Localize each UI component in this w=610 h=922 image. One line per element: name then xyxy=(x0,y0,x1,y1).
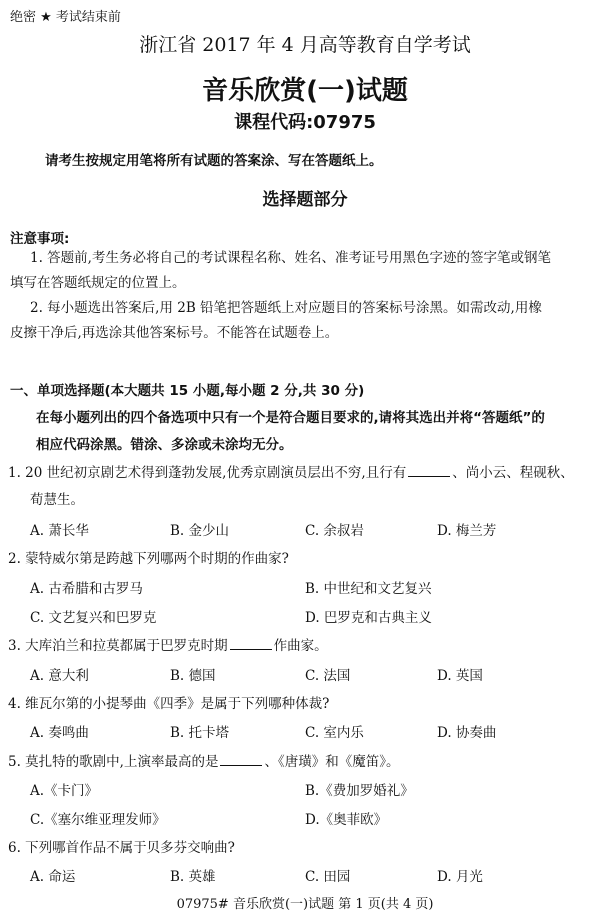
question-6-option-b: B. 英雄 xyxy=(170,869,216,885)
question-4-stem: 4. 维瓦尔第的小提琴曲《四季》是属于下列哪种体裁? xyxy=(8,696,330,712)
question-5-option-d: D.《奥菲欧》 xyxy=(305,812,388,828)
page-footer: 07975# 音乐欣赏(一)试题 第 1 页(共 4 页) xyxy=(176,897,434,912)
question-2-option-a: A. 古希腊和古罗马 xyxy=(30,581,143,597)
question-4-option-b: B. 托卡塔 xyxy=(170,725,230,741)
question-5-option-b: B.《费加罗婚礼》 xyxy=(305,783,414,799)
question-3-option-d: D. 英国 xyxy=(437,668,483,684)
question-3-option-b: B. 德国 xyxy=(170,668,216,684)
question-1-option-d: D. 梅兰芳 xyxy=(437,523,497,539)
question-3-option-c: C. 法国 xyxy=(305,668,351,684)
question-1-option-c: C. 余叔岩 xyxy=(305,523,364,539)
question-1-option-b: B. 金少山 xyxy=(170,523,230,539)
note-1-line-1: 1. 答题前,考生务必将自己的考试课程名称、姓名、准考证号用黑色字迹的签字笔或钢笔 xyxy=(30,250,551,266)
question-5-stem: 5. 莫扎特的歌剧中,上演率最高的是 、《唐璜》和《魔笛》。 xyxy=(8,754,400,770)
note-1-line-2: 填写在答题纸规定的位置上。 xyxy=(10,275,186,291)
course-code: 课程代码:07975 xyxy=(234,112,376,133)
note-2-line-2: 皮擦干净后,再选涂其他答案标号。不能答在试题卷上。 xyxy=(10,325,339,341)
question-1-option-a: A. 萧长华 xyxy=(30,523,89,539)
answer-blank xyxy=(408,464,450,477)
answer-blank xyxy=(230,637,272,650)
exam-title: 浙江省 2017 年 4 月高等教育自学考试 xyxy=(139,34,471,56)
question-2-stem: 2. 蒙特威尔第是跨越下列哪两个时期的作曲家? xyxy=(8,551,289,567)
question-4-option-d: D. 协奏曲 xyxy=(437,725,497,741)
question-4-option-c: C. 室内乐 xyxy=(305,725,364,741)
note-2-line-1: 2. 每小题选出答案后,用 2B 铅笔把答题纸上对应题目的答案标号涂黑。如需改动,用橡 xyxy=(30,300,542,316)
answer-blank xyxy=(220,753,262,766)
question-2-option-c: C. 文艺复兴和巴罗克 xyxy=(30,610,157,626)
part-description-line-2: 相应代码涂黑。错涂、多涂或未涂均无分。 xyxy=(36,437,293,453)
secret-mark: 绝密 ★ 考试结束前 xyxy=(10,10,121,25)
question-6-option-a: A. 命运 xyxy=(30,869,76,885)
question-5-option-a: A.《卡门》 xyxy=(30,783,99,799)
question-1-stem: 1. 20 世纪初京剧艺术得到蓬勃发展,优秀京剧演员层出不穷,且行有 、尚小云、程砚秋、 xyxy=(8,465,574,481)
question-5-option-c: C.《塞尔维亚理发师》 xyxy=(30,812,166,828)
question-3-stem: 3. 大库泊兰和拉莫都属于巴罗克时期 作曲家。 xyxy=(8,638,328,654)
question-2-option-d: D. 巴罗克和古典主义 xyxy=(305,610,432,626)
answer-instruction: 请考生按规定用笔将所有试题的答案涂、写在答题纸上。 xyxy=(45,153,383,169)
part-description-line-1: 在每小题列出的四个备选项中只有一个是符合题目要求的,请将其选出并将“答题纸”的 xyxy=(36,410,545,426)
question-6-option-c: C. 田园 xyxy=(305,869,351,885)
question-6-stem: 6. 下列哪首作品不属于贝多芬交响曲? xyxy=(8,840,235,856)
question-6-option-d: D. 月光 xyxy=(437,869,483,885)
question-4-option-a: A. 奏鸣曲 xyxy=(30,725,89,741)
part-heading: 一、单项选择题(本大题共 15 小题,每小题 2 分,共 30 分) xyxy=(10,383,365,399)
question-1-continuation: 荀慧生。 xyxy=(30,492,84,508)
question-3-option-a: A. 意大利 xyxy=(30,668,89,684)
question-2-option-b: B. 中世纪和文艺复兴 xyxy=(305,581,432,597)
subject-title: 音乐欣赏(一)试题 xyxy=(202,76,408,106)
notes-heading: 注意事项: xyxy=(10,231,70,247)
section-title: 选择题部分 xyxy=(262,190,348,210)
